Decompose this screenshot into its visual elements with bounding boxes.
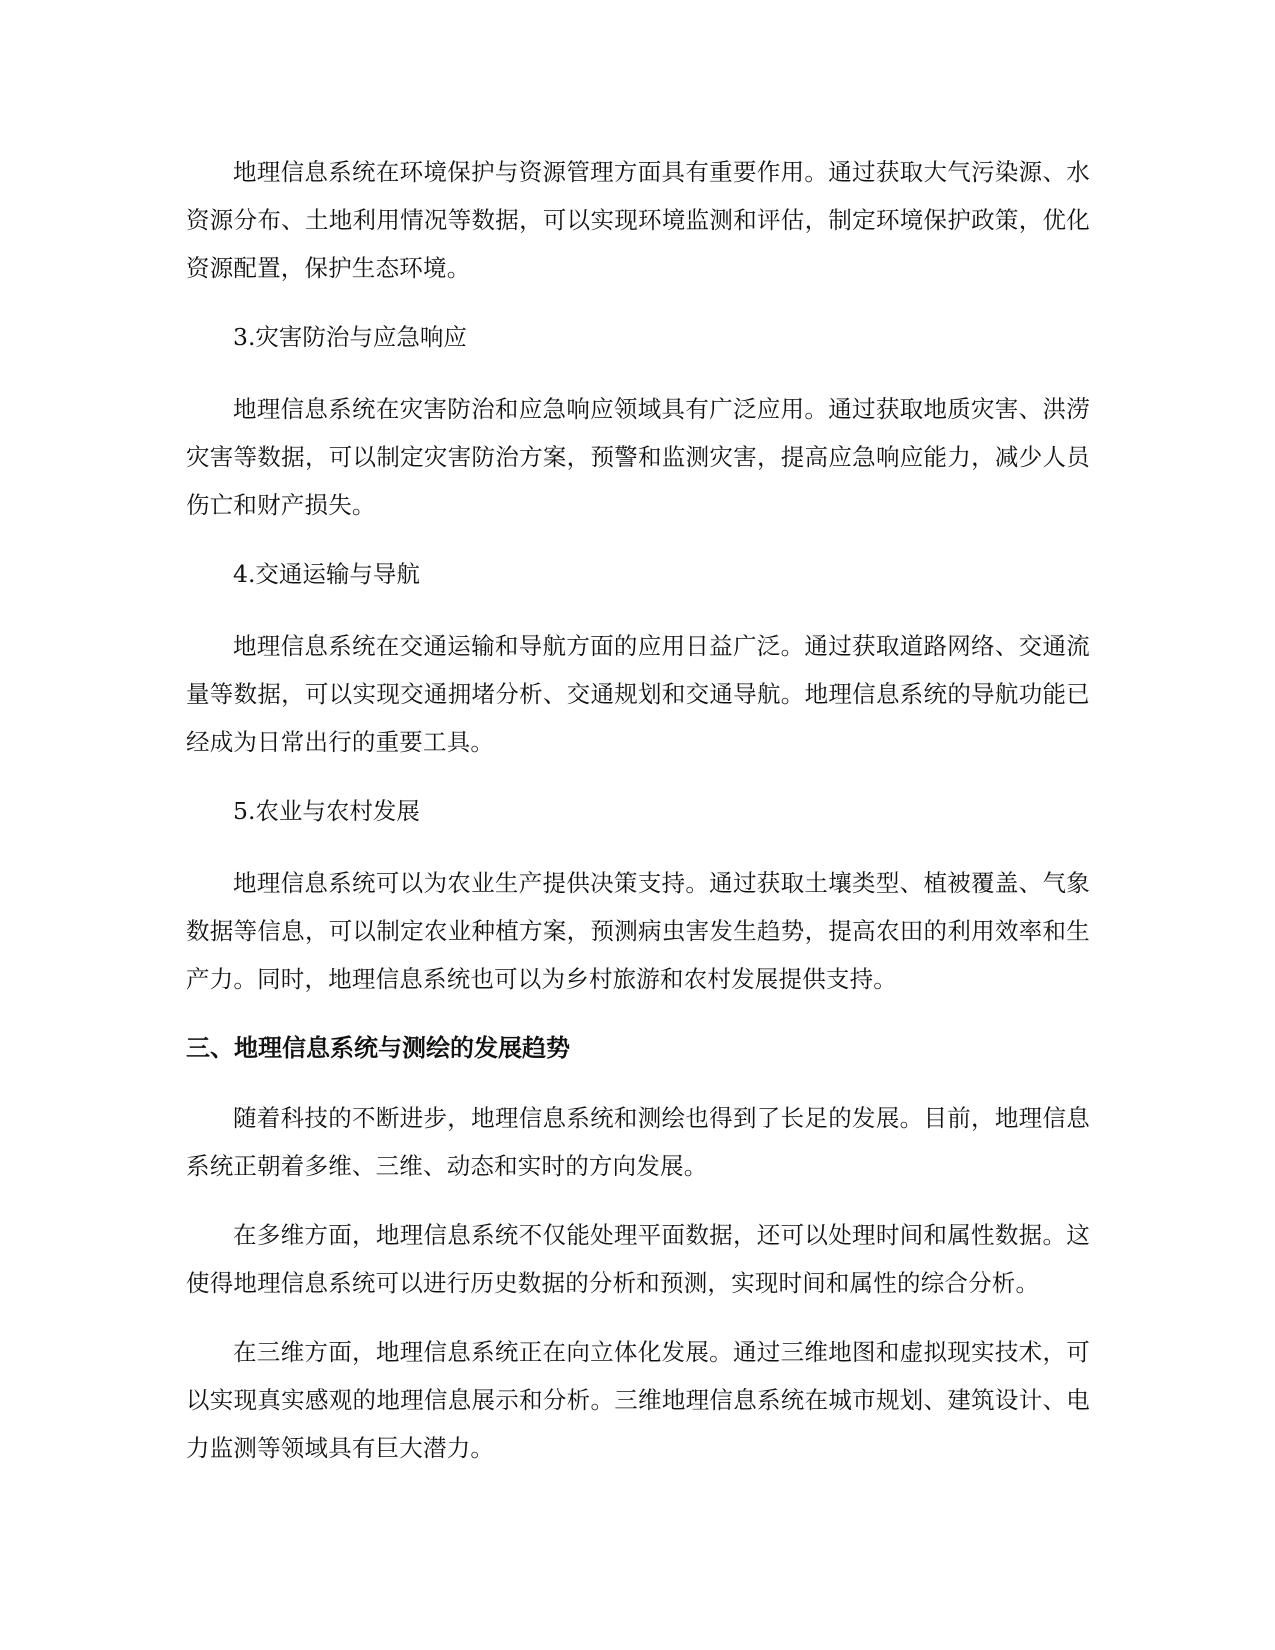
paragraph-environment: 地理信息系统在环境保护与资源管理方面具有重要作用。通过获取大气污染源、水资源分布、土地利用情况等数据，可以实现环境监测和评估，制定环境保护政策，优化资源配置，保护生态环境。 — [186, 158, 1090, 282]
paragraph-trends-intro: 随着科技的不断进步，地理信息系统和测绘也得到了长足的发展。目前，地理信息系统正朝着多维、三维、动态和实时的方向发展。 — [186, 1104, 1090, 1180]
subheading-disaster: 3.灾害防治与应急响应 — [233, 323, 467, 351]
paragraph-three-dimensional: 在三维方面，地理信息系统正在向立体化发展。通过三维地图和虚拟现实技术，可以实现真实感观的地理信息展示和分析。三维地理信息系统在城市规划、建筑设计、电力监测等领域具有巨大潜力。 — [186, 1338, 1090, 1462]
subheading-transport: 4.交通运输与导航 — [233, 560, 420, 588]
document-body — [186, 148, 1090, 1493]
paragraph-multidimensional: 在多维方面，地理信息系统不仅能处理平面数据，还可以处理时间和属性数据。这使得地理信息系统可以进行历史数据的分析和预测，实现时间和属性的综合分析。 — [186, 1221, 1090, 1297]
subheading-agriculture: 5.农业与农村发展 — [233, 797, 420, 825]
section-title-trends: 三、地理信息系统与测绘的发展趋势 — [186, 1034, 570, 1062]
paragraph-agriculture: 地理信息系统可以为农业生产提供决策支持。通过获取土壤类型、植被覆盖、气象数据等信息，可以制定农业种植方案，预测病虫害发生趋势，提高农田的利用效率和生产力。同时，地理信息系统也可以为乡村旅游和农村发展提供支持。 — [186, 869, 1090, 993]
paragraph-disaster: 地理信息系统在灾害防治和应急响应领域具有广泛应用。通过获取地质灾害、洪涝灾害等数据，可以制定灾害防治方案，预警和监测灾害，提高应急响应能力，减少人员伤亡和财产损失。 — [186, 395, 1090, 519]
paragraph-transport: 地理信息系统在交通运输和导航方面的应用日益广泛。通过获取道路网络、交通流量等数据，可以实现交通拥堵分析、交通规划和交通导航。地理信息系统的导航功能已经成为日常出行的重要工具。 — [186, 632, 1090, 756]
